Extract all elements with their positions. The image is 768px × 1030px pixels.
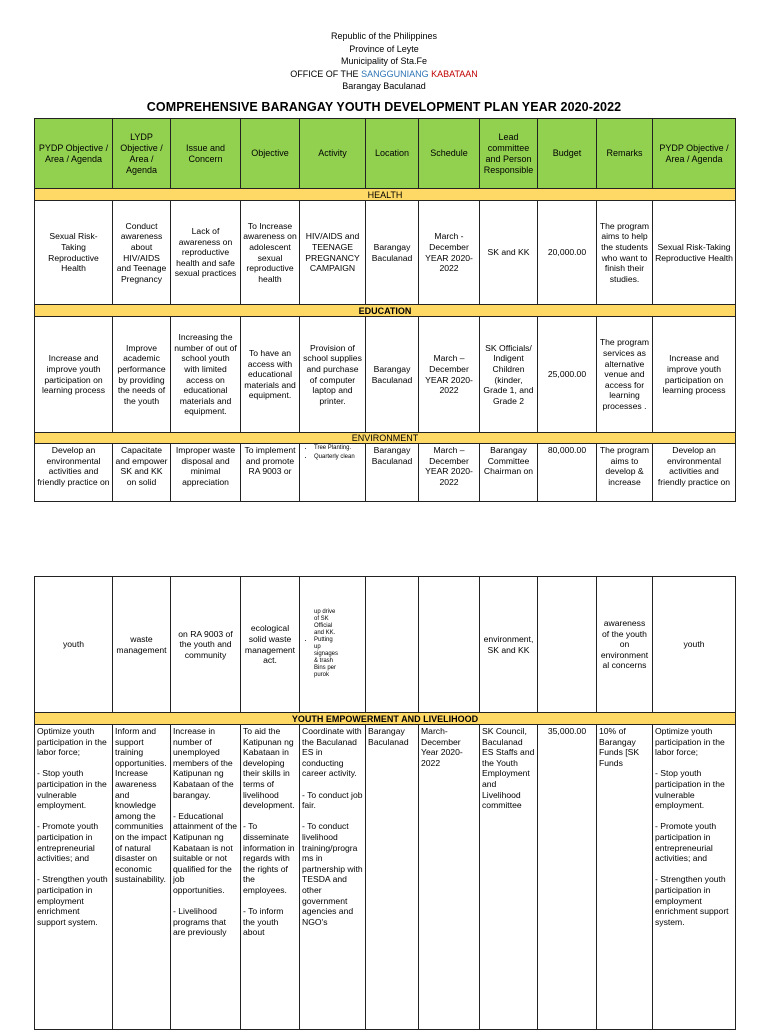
office-kabataan: KABATAAN xyxy=(431,68,478,79)
cell-lydp: Improve academic performance by providing the needs of the youth xyxy=(113,317,171,433)
page-title: COMPREHENSIVE BARANGAY YOUTH DEVELOPMENT PLAN YEAR 2020-2022 xyxy=(146,100,622,114)
cell-pydp: Develop an environmental activities and friendly practice on xyxy=(35,444,113,502)
cell-remarks: The program services as alternative venue and access for learning processes . xyxy=(597,317,653,433)
cell-pydp: Increase and improve youth participation on learning process xyxy=(35,317,113,433)
activity-list xyxy=(302,637,363,679)
cell-pydp-right: Develop an environmental activities and friendly practice on xyxy=(653,444,736,502)
table-row xyxy=(35,577,736,713)
plan-table-top xyxy=(34,118,736,502)
cell-issue: Increasing the number of out of school youth with limited access on educational materials and equipment. xyxy=(171,317,241,433)
col-header: Remarks xyxy=(597,119,653,189)
activity-list xyxy=(302,445,363,461)
section-row-youth xyxy=(35,713,736,725)
cell-schedule: March-December Year 2020-2022 xyxy=(419,725,480,1030)
office-sangguniang: SANGGUNIANG xyxy=(361,68,429,79)
col-header: Issue and Concern xyxy=(171,119,241,189)
table-header-row xyxy=(35,119,736,189)
cell-remarks: The program aims to help the students who want to finish their studies. xyxy=(597,201,653,305)
cell-schedule: March – December YEAR 2020-2022 xyxy=(419,444,480,502)
col-header: Schedule xyxy=(419,119,480,189)
col-header: Budget xyxy=(538,119,597,189)
cell-activity xyxy=(300,444,366,502)
header-office xyxy=(0,68,768,81)
cell-budget: 80,000.00 xyxy=(538,444,597,502)
cell-issue: Increase in number of unemployed members of the Katipunan ng Kabataan of the barangay. - Educational attainment of the Katipunan ng Kabataan is not suitable or not qualified for the job opportunities. - Livelihood programs that are previously xyxy=(171,725,241,1030)
header-municipality: Municipality of Sta.Fe xyxy=(340,56,428,66)
cell-lead: SK Officials/ Indigent Children (kinder, Grade 1, and Grade 2 xyxy=(480,317,538,433)
cell-location xyxy=(366,577,419,713)
cell-issue: on RA 9003 of the youth and community xyxy=(171,577,241,713)
cell-budget xyxy=(538,577,597,713)
col-header: Location xyxy=(366,119,419,189)
cell-lydp: Capacitate and empower SK and KK on solid xyxy=(113,444,171,502)
cell-objective: To Increase awareness on adolescent sexual reproductive health xyxy=(241,201,300,305)
cell-pydp-right: youth xyxy=(653,577,736,713)
col-header: PYDP Objective / Area / Agenda xyxy=(653,119,736,189)
cell-location: Barangay Baculanad xyxy=(366,317,419,433)
cell-location: Barangay Baculanad xyxy=(366,201,419,305)
cell-schedule xyxy=(419,577,480,713)
cell-lead: SK Council, Baculanad ES Staffs and the Youth Employment and Livelihood committee xyxy=(480,725,538,1030)
cell-lead: SK and KK xyxy=(480,201,538,305)
cell-issue: Lack of awareness on reproductive health and safe sexual practices xyxy=(171,201,241,305)
plan-table-bottom xyxy=(34,576,736,1030)
cell-pydp: Sexual Risk-Taking Reproductive Health xyxy=(35,201,113,305)
cell-pydp: Optimize youth participation in the labor force; - Stop youth participation in the vulnerable employment. - Promote youth participation in entrepreneurial activities; and - Strengthen youth participation in employment enrichment support system. xyxy=(35,725,113,1030)
list-item: • Tree Planting. xyxy=(314,445,363,452)
cell-remarks: 10% of Barangay Funds [SK Funds xyxy=(597,725,653,1030)
cell-lydp: Inform and support training opportunities. Increase awareness and knowledge among the communities on the impact of natural disaster on economic sustainability. xyxy=(113,725,171,1030)
header-province: Province of Leyte xyxy=(349,43,419,54)
table-row xyxy=(35,317,736,433)
col-header: LYDP Objective / Area / Agenda xyxy=(113,119,171,189)
cell-pydp-right: Sexual Risk-Taking Reproductive Health xyxy=(653,201,736,305)
cell-budget: 20,000.00 xyxy=(538,201,597,305)
cell-schedule: March – December YEAR 2020-2022 xyxy=(419,317,480,433)
cell-activity xyxy=(300,577,366,713)
section-label: HEALTH xyxy=(35,189,736,201)
table-row xyxy=(35,444,736,502)
section-label: YOUTH EMPOWERMENT AND LIVELIHOOD xyxy=(35,713,736,725)
cell-lydp: waste management xyxy=(113,577,171,713)
document-header xyxy=(0,30,768,93)
header-barangay: Barangay Baculanad xyxy=(342,81,426,91)
col-header: Activity xyxy=(300,119,366,189)
cell-schedule: March - December YEAR 2020-2022 xyxy=(419,201,480,305)
cell-lead: environment, SK and KK xyxy=(480,577,538,713)
cell-location: Barangay Baculanad xyxy=(366,444,419,502)
section-label: EDUCATION xyxy=(35,305,736,317)
cell-issue: Improper waste disposal and minimal appreciation xyxy=(171,444,241,502)
cell-remarks: The program aims to develop & increase xyxy=(597,444,653,502)
cell-activity: HIV/AIDS and TEENAGE PREGNANCY CAMPAIGN xyxy=(300,201,366,305)
col-header: Lead committee and Person Responsible xyxy=(480,119,538,189)
cell-pydp-right: Increase and improve youth participation on learning process xyxy=(653,317,736,433)
section-row-health xyxy=(35,189,736,201)
cell-remarks: awareness of the youth on environmental concerns xyxy=(597,577,653,713)
header-republic: Republic of the Philippines xyxy=(330,31,438,41)
cell-objective: To have an access with educational materials and equipment. xyxy=(241,317,300,433)
cell-location: Barangay Baculanad xyxy=(366,725,419,1030)
cell-pydp: youth xyxy=(35,577,113,713)
col-header: PYDP Objective / Area / Agenda xyxy=(35,119,113,189)
cell-activity: Coordinate with the Baculanad ES in conducting career activity. - To conduct job fair. - To conduct livelihood training/programs in partnership with TESDA and other government agencies and NGO's xyxy=(300,725,366,1030)
table-row xyxy=(35,725,736,1030)
cell-budget: 35,000.00 xyxy=(538,725,597,1030)
cell-lead: Barangay Committee Chairman on xyxy=(480,444,538,502)
cell-pydp-right: Optimize youth participation in the labor force; - Stop youth participation in the vulnerable employment. - Promote youth participation in entrepreneurial activities; and - Strengthen youth participation in employment enrichment support system. xyxy=(653,725,736,1030)
list-item: • Putting up signages & trash Bins per purok xyxy=(314,637,340,679)
office-prefix: OFFICE OF THE xyxy=(290,68,362,79)
section-row-environment xyxy=(35,433,736,444)
cell-objective: ecological solid waste management act. xyxy=(241,577,300,713)
cell-budget: 25,000.00 xyxy=(538,317,597,433)
section-label: ENVIRONMENT xyxy=(35,433,736,444)
col-header: Objective xyxy=(241,119,300,189)
section-row-education xyxy=(35,305,736,317)
cell-objective: To implement and promote RA 9003 or xyxy=(241,444,300,502)
cell-objective: To aid the Katipunan ng Kabataan in developing their skills in terms of livelihood development. - To disseminate information in regards with the rights of the employees. - To inform the youth about xyxy=(241,725,300,1030)
cell-activity: Provision of school supplies and purchase of computer laptop and printer. xyxy=(300,317,366,433)
table-row xyxy=(35,201,736,305)
activity-continued: up drive of SK Official and KK. xyxy=(314,608,336,636)
list-item: • Quarterly clean xyxy=(314,454,363,461)
cell-lydp: Conduct awareness about HIV/AIDS and Teenage Pregnancy xyxy=(113,201,171,305)
